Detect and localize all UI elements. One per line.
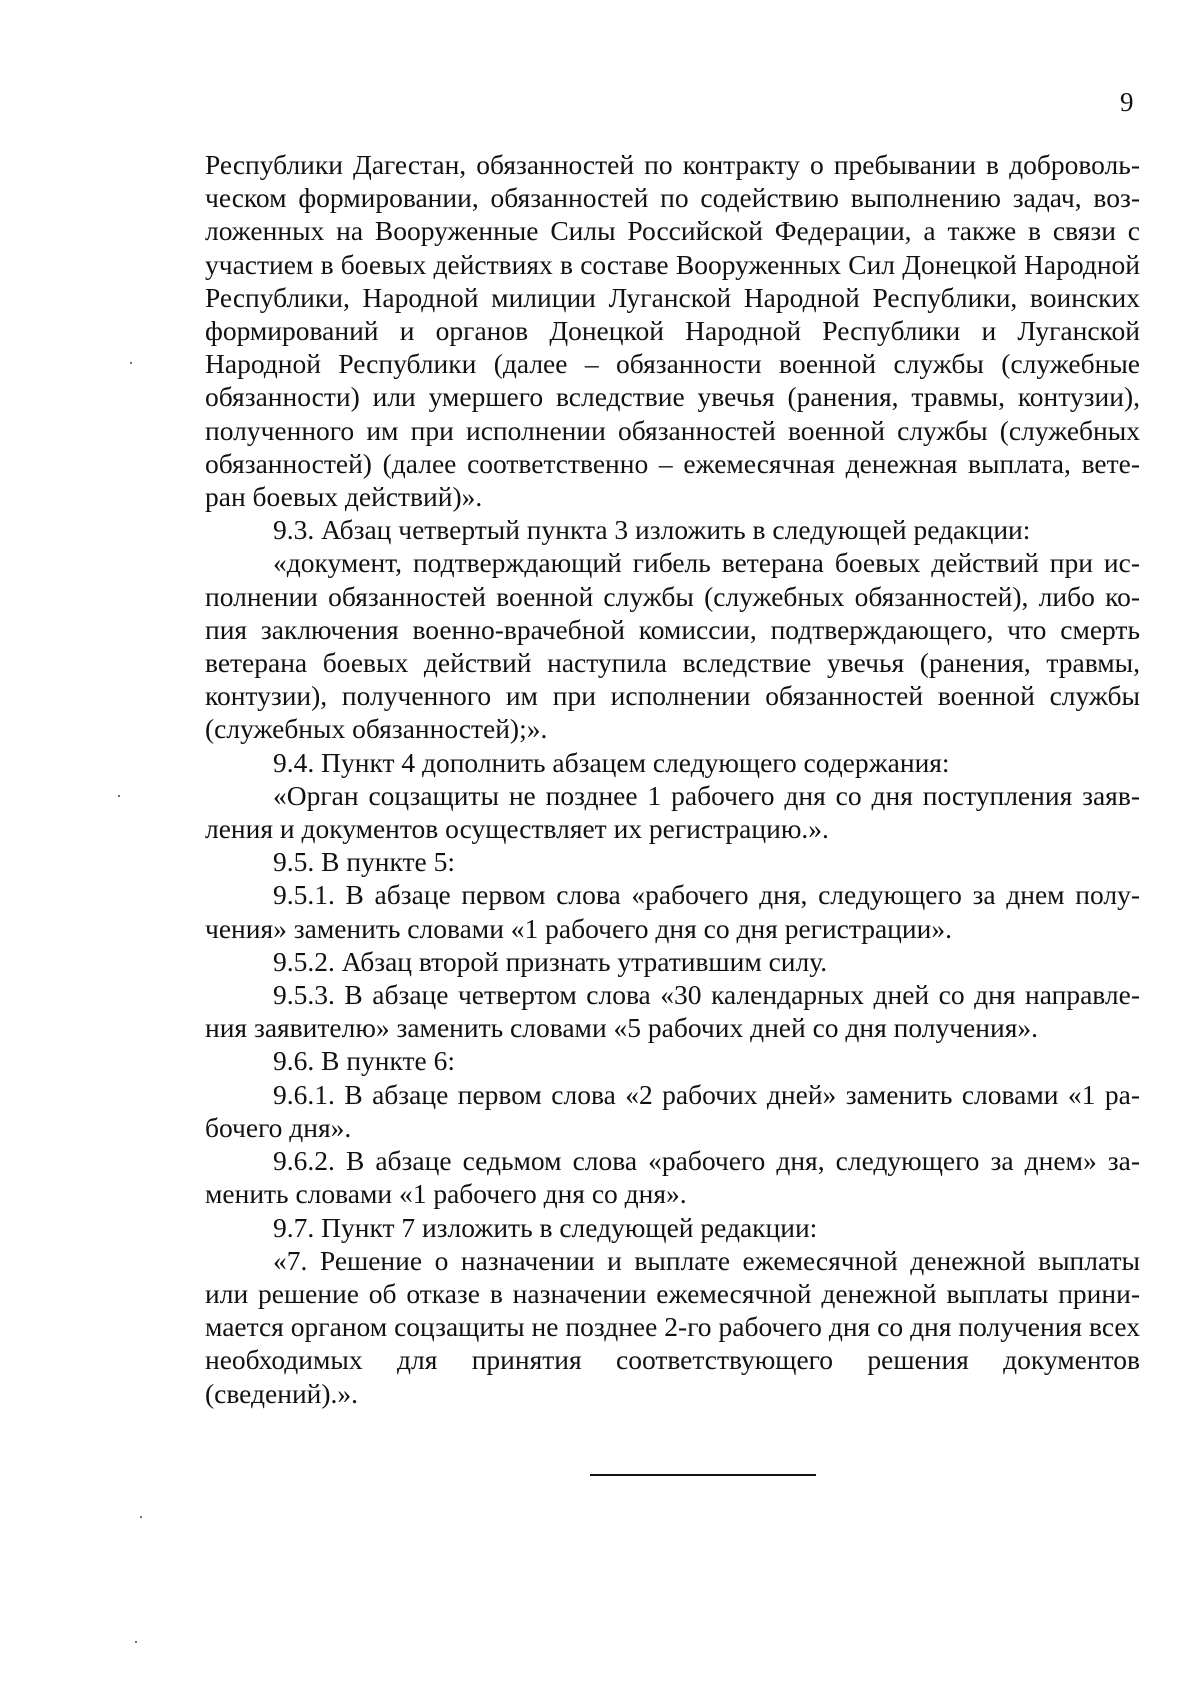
paragraph-9-5-2: 9.5.2. Абзац второй признать утратившим силу. — [273, 945, 828, 977]
paragraph-9-6-2: 9.6.2. В абзаце седьмом слова «рабочего дня, следующего за днем» заменить словами «1 рабочего дня со дня». — [205, 1145, 1140, 1210]
paragraph-9-3-quote: «документ, подтверждающий гибель ветерана боевых действий при исполнении обязанностей военной службы (служебных обязанностей), либо копия заключения военно-врачебной комиссии, подтверждающего, что смерть ветерана боевых действий наступила вследствие увечья (ранения, травмы, контузии), полученного им при исполнении обязанностей военной службы (служебных обязанностей);». — [205, 547, 1140, 745]
paragraph-9-4-quote: «Орган соцзащиты не позднее 1 рабочего дня со дня поступления заявления и документов осуществляет их регистрацию.». — [205, 779, 1140, 845]
document-body — [205, 148, 1140, 1410]
paragraph-9-7: 9.7. Пункт 7 изложить в следующей редакции: — [273, 1211, 818, 1243]
paragraph-9-5-1: 9.5.1. В абзаце первом слова «рабочего дня, следующего за днем получения» заменить словами «1 рабочего дня со дня регистрации». — [205, 879, 1140, 944]
paragraph-9-5-3: 9.5.3. В абзаце четвертом слова «30 календарных дней со дня направления заявителю» заменить словами «5 рабочих дней со дня получения». — [205, 979, 1140, 1044]
scan-speck — [130, 362, 132, 364]
paragraph-9-6: 9.6. В пункте 6: — [273, 1045, 456, 1077]
page-number: 9 — [1120, 87, 1134, 117]
paragraph-9-3: 9.3. Абзац четвертый пункта 3 изложить в следующей редакции: — [273, 514, 1031, 546]
scan-speck — [140, 1516, 142, 1518]
paragraph-9-6-1: 9.6.1. В абзаце первом слова «2 рабочих дней» заменить словами «1 рабочего дня». — [205, 1078, 1140, 1143]
paragraph-9-5: 9.5. В пункте 5: — [273, 846, 456, 878]
scan-speck — [135, 1641, 137, 1643]
scan-speck — [118, 795, 120, 797]
paragraph-9-4: 9.4. Пункт 4 дополнить абзацем следующего содержания: — [273, 746, 950, 778]
paragraph-9-7-quote: «7. Решение о назначении и выплате ежемесячной денежной выплаты или решение об отказе в назначении ежемесячной денежной выплаты принимается органом соцзащиты не позднее 2-го рабочего дня со дня получения всех необходимых для принятия соответствующего решения документов (сведений).». — [205, 1244, 1140, 1409]
end-separator-line — [590, 1474, 816, 1476]
paragraph-intro: Республики Дагестан, обязанностей по контракту о пребывании в добровольческом формировании, обязанностей по содействию выполнению задач, возложенных на Вооруженные Силы Российской Федерации, а также в связи с участием в боевых действиях в составе Вооруженных Сил Донецкой Народной Республики, Народной милиции Луганской Народной Республики, воинских формирований и органов Донецкой Народной Республики и Луганской Народной Республики (далее – обязанности военной службы (служебные обязанности) или умершего вследствие увечья (ранения, травмы, контузии), полученного им при исполнении обязанностей военной службы (служебных обязанностей) (далее соответственно – ежемесячная денежная выплата, ветеран боевых действий)». — [205, 149, 1140, 513]
